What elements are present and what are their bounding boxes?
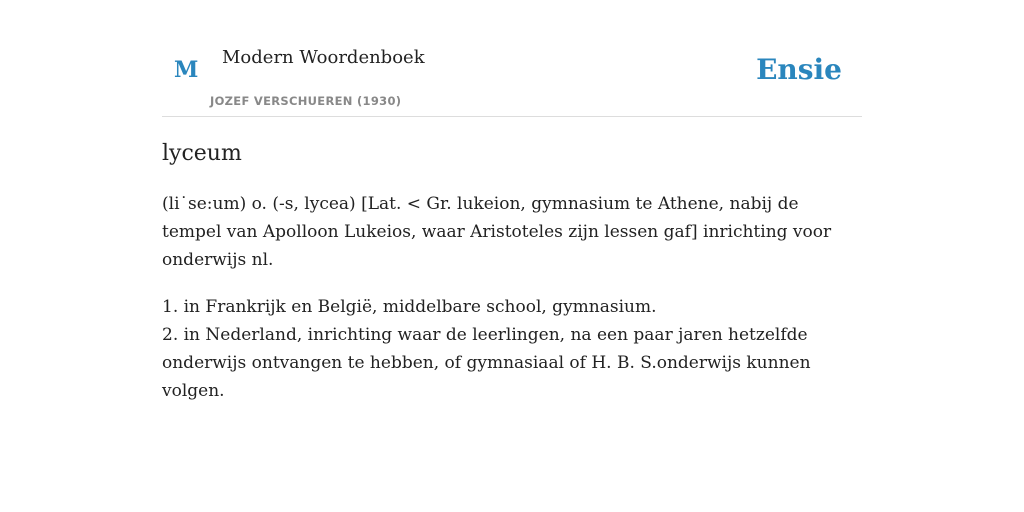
- sense-list: [162, 293, 862, 405]
- site-header: [162, 0, 862, 117]
- book-author: JOZEF VERSCHUEREN (1930): [210, 94, 402, 108]
- brand-logo[interactable]: Ensie: [756, 53, 842, 86]
- sense-item: 2. in Nederland, inrichting waar de leerlingen, na een paar jaren hetzelfde onderwijs ontvangen te hebben, of gymnasiaal of H. B. S.onderwijs kunnen volgen.: [162, 325, 811, 401]
- entry-content: [162, 138, 862, 405]
- entry-definition: (li˙se:um) o. (-s, lycea) [Lat. < Gr. lukeion, gymnasium te Athene, nabij de tempel van Apolloon Lukeios, waar Aristoteles zijn lessen gaf] inrichting voor onderwijs nl.: [162, 194, 832, 270]
- sense-item: 1. in Frankrijk en België, middelbare school, gymnasium.: [162, 297, 657, 317]
- book-logo[interactable]: M: [174, 57, 199, 83]
- book-title[interactable]: Modern Woordenboek: [222, 47, 425, 68]
- entry-headword: lyceum: [162, 141, 242, 166]
